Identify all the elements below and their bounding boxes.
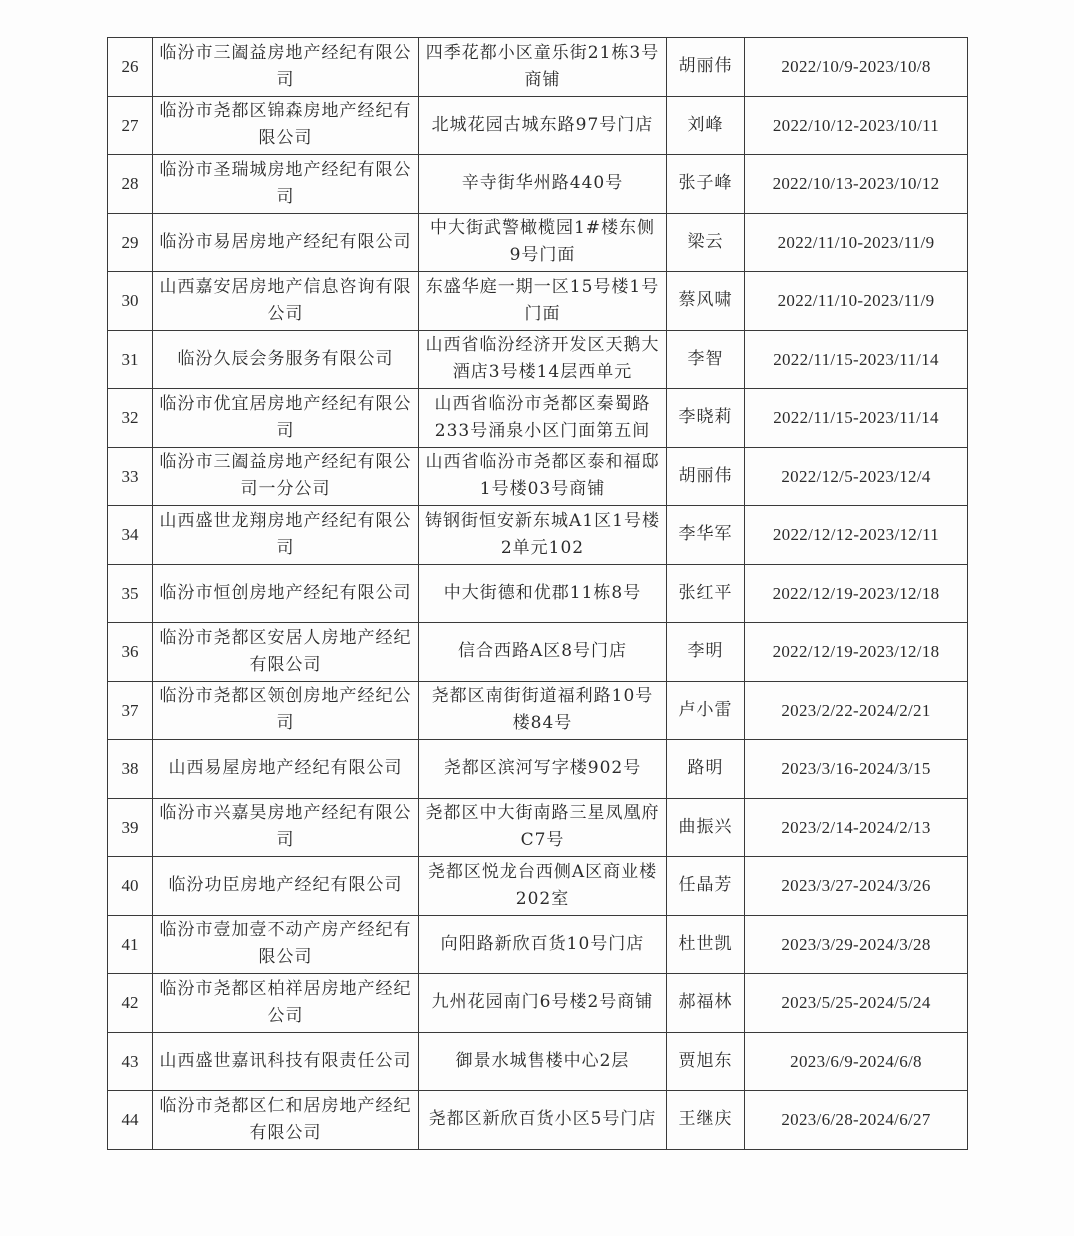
row-number: 41 — [108, 915, 153, 974]
legal-person: 梁云 — [667, 213, 745, 272]
validity-period: 2022/12/12-2023/12/11 — [745, 506, 968, 565]
table-row — [108, 96, 968, 155]
row-number: 29 — [108, 213, 153, 272]
row-number: 36 — [108, 623, 153, 682]
legal-person: 曲振兴 — [667, 798, 745, 857]
table-row — [108, 915, 968, 974]
company-name: 临汾市尧都区安居人房地产经纪有限公司 — [153, 623, 419, 682]
row-number: 27 — [108, 96, 153, 155]
company-address: 山西省临汾经济开发区天鹅大酒店3号楼14层西单元 — [419, 330, 667, 389]
legal-person: 刘峰 — [667, 96, 745, 155]
validity-period: 2022/11/10-2023/11/9 — [745, 213, 968, 272]
table-row — [108, 1032, 968, 1091]
company-address: 尧都区新欣百货小区5号门店 — [419, 1091, 667, 1150]
row-number: 39 — [108, 798, 153, 857]
row-number: 30 — [108, 272, 153, 331]
legal-person: 郝福林 — [667, 974, 745, 1033]
company-address: 信合西路A区8号门店 — [419, 623, 667, 682]
row-number: 38 — [108, 740, 153, 799]
company-name: 山西盛世龙翔房地产经纪有限公司 — [153, 506, 419, 565]
row-number: 40 — [108, 857, 153, 916]
validity-period: 2023/6/9-2024/6/8 — [745, 1032, 968, 1091]
company-name: 临汾市优宜居房地产经纪有限公司 — [153, 389, 419, 448]
agency-registry-table — [107, 37, 968, 1150]
company-address: 尧都区南街街道福利路10号楼84号 — [419, 681, 667, 740]
company-name: 临汾市尧都区锦森房地产经纪有限公司 — [153, 96, 419, 155]
company-address: 九州花园南门6号楼2号商铺 — [419, 974, 667, 1033]
validity-period: 2023/3/16-2024/3/15 — [745, 740, 968, 799]
row-number: 26 — [108, 38, 153, 97]
company-name: 临汾久辰会务服务有限公司 — [153, 330, 419, 389]
table-row — [108, 974, 968, 1033]
company-name: 临汾市兴嘉昊房地产经纪有限公司 — [153, 798, 419, 857]
legal-person: 李明 — [667, 623, 745, 682]
table-row — [108, 506, 968, 565]
company-name: 临汾市尧都区柏祥居房地产经纪公司 — [153, 974, 419, 1033]
company-address: 中大街武警橄榄园1#楼东侧9号门面 — [419, 213, 667, 272]
legal-person: 王继庆 — [667, 1091, 745, 1150]
row-number: 34 — [108, 506, 153, 565]
company-address: 四季花都小区童乐街21栋3号商铺 — [419, 38, 667, 97]
legal-person: 胡丽伟 — [667, 38, 745, 97]
row-number: 43 — [108, 1032, 153, 1091]
row-number: 31 — [108, 330, 153, 389]
row-number: 44 — [108, 1091, 153, 1150]
row-number: 42 — [108, 974, 153, 1033]
validity-period: 2022/12/19-2023/12/18 — [745, 623, 968, 682]
company-address: 北城花园古城东路97号门店 — [419, 96, 667, 155]
legal-person: 李晓莉 — [667, 389, 745, 448]
table-row — [108, 447, 968, 506]
table-row — [108, 564, 968, 623]
legal-person: 杜世凯 — [667, 915, 745, 974]
company-name: 临汾市壹加壹不动产房产经纪有限公司 — [153, 915, 419, 974]
validity-period: 2023/6/28-2024/6/27 — [745, 1091, 968, 1150]
company-address: 向阳路新欣百货10号门店 — [419, 915, 667, 974]
legal-person: 张红平 — [667, 564, 745, 623]
validity-period: 2023/2/14-2024/2/13 — [745, 798, 968, 857]
row-number: 28 — [108, 155, 153, 214]
table-row — [108, 623, 968, 682]
row-number: 32 — [108, 389, 153, 448]
table-row — [108, 681, 968, 740]
company-name: 山西易屋房地产经纪有限公司 — [153, 740, 419, 799]
table-row — [108, 213, 968, 272]
validity-period: 2023/2/22-2024/2/21 — [745, 681, 968, 740]
company-address: 山西省临汾市尧都区秦蜀路233号涌泉小区门面第五间 — [419, 389, 667, 448]
validity-period: 2023/3/29-2024/3/28 — [745, 915, 968, 974]
table-row — [108, 330, 968, 389]
validity-period: 2022/12/5-2023/12/4 — [745, 447, 968, 506]
validity-period: 2023/3/27-2024/3/26 — [745, 857, 968, 916]
table-row — [108, 155, 968, 214]
company-name: 临汾市三阖益房地产经纪有限公司一分公司 — [153, 447, 419, 506]
company-address: 铸钢街恒安新东城A1区1号楼2单元102 — [419, 506, 667, 565]
company-name: 临汾市易居房地产经纪有限公司 — [153, 213, 419, 272]
legal-person: 路明 — [667, 740, 745, 799]
company-name: 山西嘉安居房地产信息咨询有限公司 — [153, 272, 419, 331]
company-address: 御景水城售楼中心2层 — [419, 1032, 667, 1091]
legal-person: 胡丽伟 — [667, 447, 745, 506]
company-address: 尧都区滨河写字楼902号 — [419, 740, 667, 799]
row-number: 33 — [108, 447, 153, 506]
legal-person: 卢小雷 — [667, 681, 745, 740]
validity-period: 2022/10/9-2023/10/8 — [745, 38, 968, 97]
validity-period: 2022/11/15-2023/11/14 — [745, 389, 968, 448]
company-name: 临汾市三阖益房地产经纪有限公司 — [153, 38, 419, 97]
company-address: 尧都区中大街南路三星凤凰府C7号 — [419, 798, 667, 857]
table-body — [108, 38, 968, 1150]
company-address: 山西省临汾市尧都区泰和福邸1号楼03号商铺 — [419, 447, 667, 506]
company-name: 临汾市尧都区领创房地产经纪公司 — [153, 681, 419, 740]
row-number: 37 — [108, 681, 153, 740]
table-row — [108, 798, 968, 857]
company-name: 山西盛世嘉讯科技有限责任公司 — [153, 1032, 419, 1091]
table-row — [108, 38, 968, 97]
company-address: 中大街德和优郡11栋8号 — [419, 564, 667, 623]
legal-person: 李华军 — [667, 506, 745, 565]
validity-period: 2022/11/15-2023/11/14 — [745, 330, 968, 389]
table-row — [108, 389, 968, 448]
table-row — [108, 857, 968, 916]
validity-period: 2022/11/10-2023/11/9 — [745, 272, 968, 331]
validity-period: 2023/5/25-2024/5/24 — [745, 974, 968, 1033]
table-row — [108, 1091, 968, 1150]
legal-person: 张子峰 — [667, 155, 745, 214]
company-address: 尧都区悦龙台西侧A区商业楼202室 — [419, 857, 667, 916]
company-address: 辛寺街华州路440号 — [419, 155, 667, 214]
company-name: 临汾市尧都区仁和居房地产经纪有限公司 — [153, 1091, 419, 1150]
legal-person: 蔡风啸 — [667, 272, 745, 331]
company-name: 临汾市恒创房地产经纪有限公司 — [153, 564, 419, 623]
company-name: 临汾市圣瑞城房地产经纪有限公司 — [153, 155, 419, 214]
validity-period: 2022/10/12-2023/10/11 — [745, 96, 968, 155]
table-row — [108, 740, 968, 799]
legal-person: 任晶芳 — [667, 857, 745, 916]
validity-period: 2022/10/13-2023/10/12 — [745, 155, 968, 214]
legal-person: 贾旭东 — [667, 1032, 745, 1091]
company-name: 临汾功臣房地产经纪有限公司 — [153, 857, 419, 916]
row-number: 35 — [108, 564, 153, 623]
company-address: 东盛华庭一期一区15号楼1号门面 — [419, 272, 667, 331]
validity-period: 2022/12/19-2023/12/18 — [745, 564, 968, 623]
table-row — [108, 272, 968, 331]
legal-person: 李智 — [667, 330, 745, 389]
